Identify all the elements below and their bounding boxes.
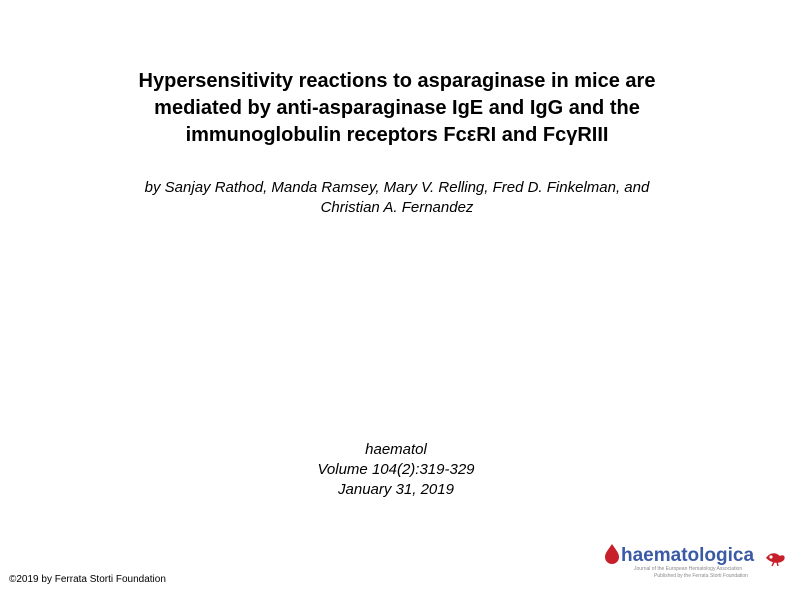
logo-wordmark: haematologica — [621, 545, 755, 566]
copyright-notice: ©2019 by Ferrata Storti Foundation — [9, 574, 166, 585]
authors — [40, 178, 754, 218]
title-line-1: Hypersensitivity reactions to asparaginase in mice are — [138, 70, 656, 92]
logo-droplet-icon — [605, 544, 619, 564]
citation — [246, 440, 546, 500]
authors-line-2: Christian A. Fernandez — [320, 199, 474, 216]
journal-volume: Volume 104(2):319-329 — [317, 461, 475, 478]
logo-tagline-1: Journal of the European Hematology Association — [634, 566, 743, 572]
logo-tagline-2: Published by the Ferrata Storti Foundation — [654, 573, 748, 579]
haematologica-logo — [598, 540, 788, 582]
haematologica-logo-graphic — [598, 540, 788, 582]
logo-emblem-icon — [766, 553, 785, 566]
title-line-3: immunoglobulin receptors FcεRI and FcγRIII — [185, 124, 609, 146]
journal-name: haematol — [365, 441, 427, 458]
authors-line-1: by Sanjay Rathod, Manda Ramsey, Mary V. Relling, Fred D. Finkelman, and — [144, 179, 650, 196]
publication-date: January 31, 2019 — [338, 481, 454, 498]
slide-title — [40, 68, 754, 149]
title-line-2: mediated by anti-asparaginase IgE and IgG and the — [154, 97, 640, 119]
